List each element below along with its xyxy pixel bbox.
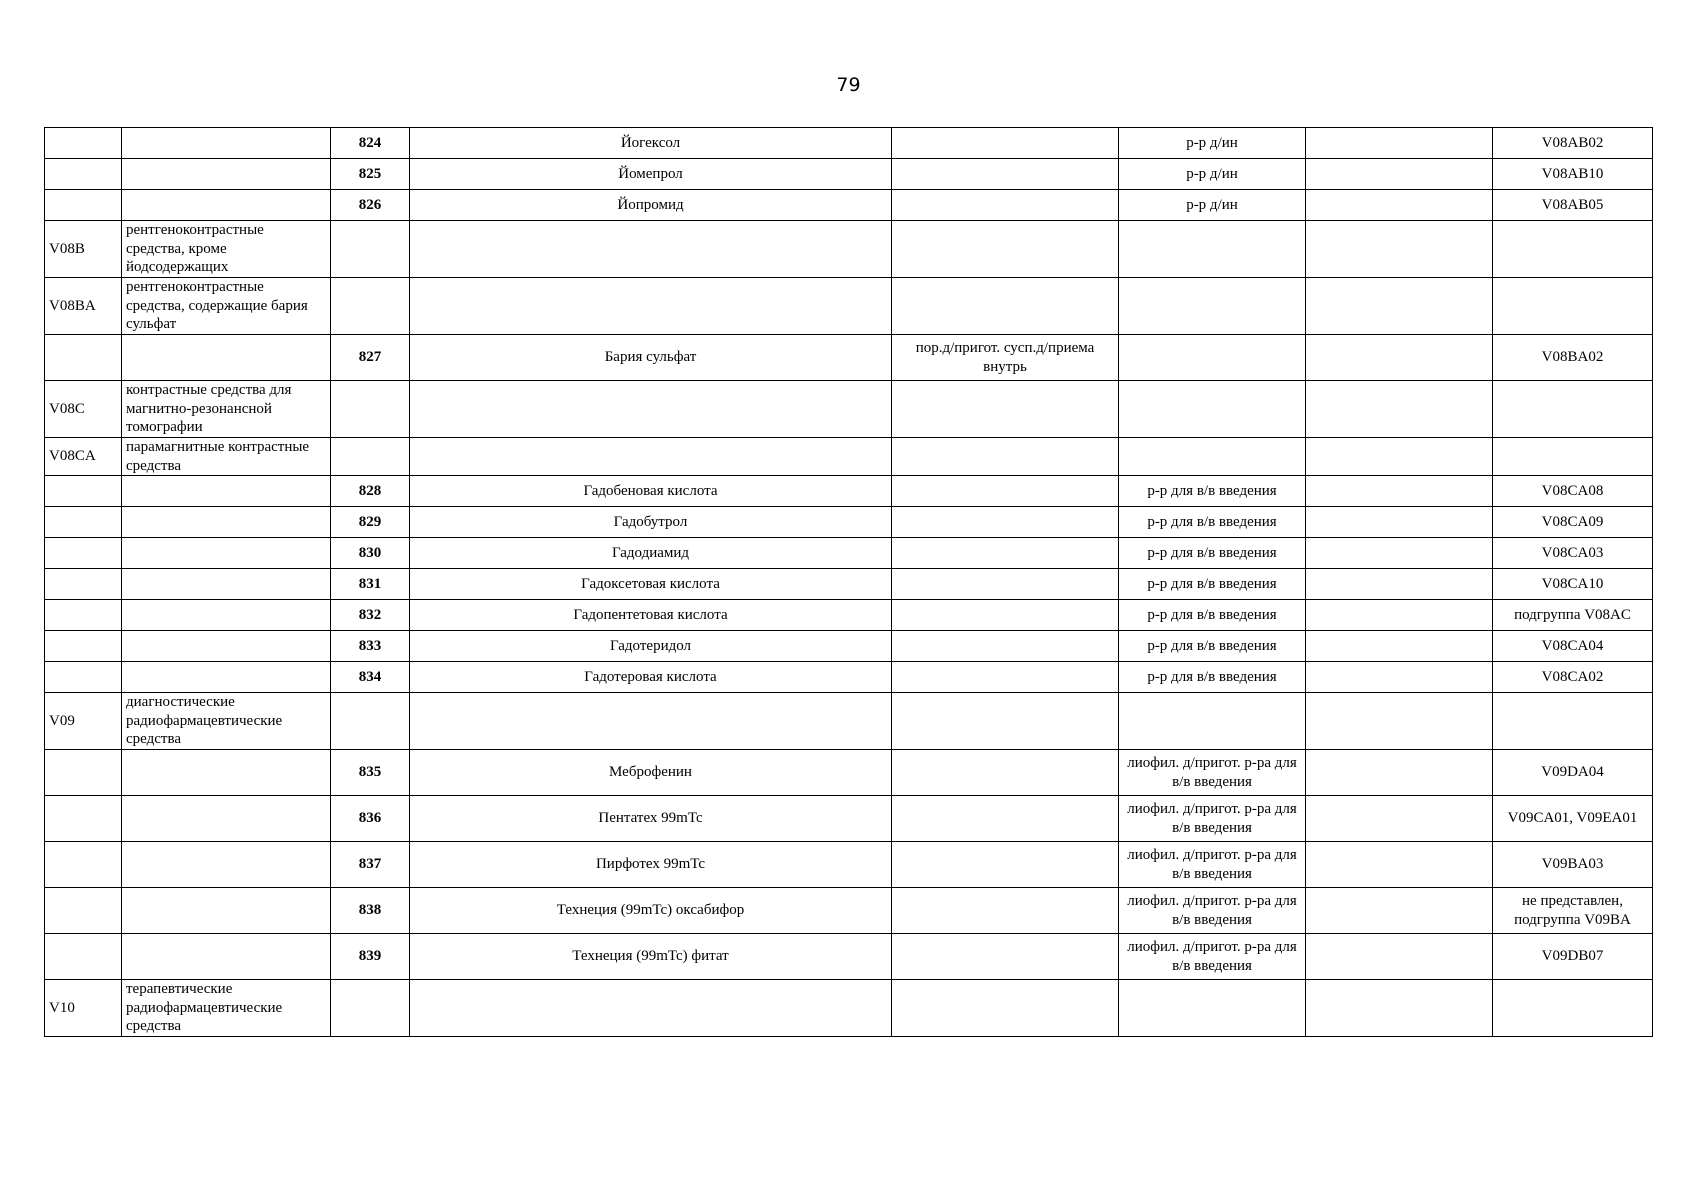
dosage-form-a (892, 796, 1119, 842)
extra-cell (1306, 796, 1493, 842)
drug-name: Йопромид (410, 190, 892, 221)
item-number: 830 (331, 538, 410, 569)
item-number (331, 693, 410, 750)
item-number: 826 (331, 190, 410, 221)
table-row (45, 476, 1653, 507)
dosage-form-b: р-р д/ин (1119, 159, 1306, 190)
atc-group-code (45, 631, 122, 662)
extra-cell (1306, 381, 1493, 438)
table-row (45, 842, 1653, 888)
dosage-form-a (892, 507, 1119, 538)
dosage-form-a (892, 631, 1119, 662)
drug-name: Технеция (99mTc) оксабифор (410, 888, 892, 934)
drug-name: Гадобеновая кислота (410, 476, 892, 507)
item-number: 833 (331, 631, 410, 662)
drug-table (44, 127, 1653, 1037)
dosage-form-a (892, 980, 1119, 1037)
atc-code: V09BA03 (1493, 842, 1653, 888)
table-row (45, 796, 1653, 842)
dosage-form-a (892, 600, 1119, 631)
drug-name (410, 693, 892, 750)
dosage-form-b: лиофил. д/пригот. р-ра для в/в введения (1119, 750, 1306, 796)
drug-name: Гадодиамид (410, 538, 892, 569)
extra-cell (1306, 128, 1493, 159)
item-number: 829 (331, 507, 410, 538)
extra-cell (1306, 631, 1493, 662)
atc-group-code (45, 750, 122, 796)
dosage-form-a (892, 476, 1119, 507)
atc-code: V09CA01, V09EA01 (1493, 796, 1653, 842)
atc-group-code (45, 538, 122, 569)
dosage-form-b (1119, 381, 1306, 438)
table-row (45, 538, 1653, 569)
table-row (45, 631, 1653, 662)
dosage-form-a (892, 438, 1119, 476)
atc-code: V08AB05 (1493, 190, 1653, 221)
group-description: рентгеноконтрастные средства, содержащие бария сульфат (122, 278, 331, 335)
group-row (45, 438, 1653, 476)
dosage-form-b: р-р д/ин (1119, 190, 1306, 221)
drug-name: Йогексол (410, 128, 892, 159)
atc-group-code: V10 (45, 980, 122, 1037)
item-number (331, 221, 410, 278)
atc-code (1493, 693, 1653, 750)
table-row (45, 934, 1653, 980)
item-number: 825 (331, 159, 410, 190)
dosage-form-b: лиофил. д/пригот. р-ра для в/в введения (1119, 934, 1306, 980)
dosage-form-a (892, 569, 1119, 600)
drug-name: Меброфенин (410, 750, 892, 796)
drug-name (410, 438, 892, 476)
dosage-form-b: р-р для в/в введения (1119, 507, 1306, 538)
group-description (122, 600, 331, 631)
atc-group-code (45, 842, 122, 888)
dosage-form-a (892, 159, 1119, 190)
dosage-form-a (892, 750, 1119, 796)
group-description (122, 569, 331, 600)
dosage-form-b (1119, 278, 1306, 335)
group-row (45, 278, 1653, 335)
group-description (122, 159, 331, 190)
extra-cell (1306, 335, 1493, 381)
extra-cell (1306, 438, 1493, 476)
atc-group-code: V09 (45, 693, 122, 750)
atc-code: V08CA02 (1493, 662, 1653, 693)
dosage-form-b: р-р для в/в введения (1119, 631, 1306, 662)
atc-group-code (45, 662, 122, 693)
item-number: 832 (331, 600, 410, 631)
item-number: 839 (331, 934, 410, 980)
drug-name: Пентатех 99mTc (410, 796, 892, 842)
table-row (45, 335, 1653, 381)
atc-group-code (45, 934, 122, 980)
atc-code: V08CA04 (1493, 631, 1653, 662)
drug-name (410, 278, 892, 335)
dosage-form-b (1119, 980, 1306, 1037)
dosage-form-a (892, 934, 1119, 980)
extra-cell (1306, 159, 1493, 190)
dosage-form-b: р-р для в/в введения (1119, 569, 1306, 600)
item-number: 824 (331, 128, 410, 159)
group-description (122, 190, 331, 221)
page-number: 79 (836, 74, 861, 96)
atc-group-code (45, 888, 122, 934)
atc-group-code (45, 796, 122, 842)
table-row (45, 888, 1653, 934)
group-description (122, 538, 331, 569)
group-description (122, 128, 331, 159)
dosage-form-a (892, 888, 1119, 934)
item-number: 827 (331, 335, 410, 381)
table-row (45, 750, 1653, 796)
atc-code (1493, 278, 1653, 335)
drug-name (410, 221, 892, 278)
atc-group-code (45, 128, 122, 159)
group-row (45, 381, 1653, 438)
extra-cell (1306, 888, 1493, 934)
dosage-form-b: р-р для в/в введения (1119, 538, 1306, 569)
dosage-form-a (892, 381, 1119, 438)
group-description (122, 842, 331, 888)
atc-code (1493, 381, 1653, 438)
item-number (331, 278, 410, 335)
table-row (45, 128, 1653, 159)
group-description (122, 335, 331, 381)
dosage-form-a (892, 662, 1119, 693)
dosage-form-b (1119, 221, 1306, 278)
extra-cell (1306, 693, 1493, 750)
item-number: 837 (331, 842, 410, 888)
extra-cell (1306, 278, 1493, 335)
group-row (45, 693, 1653, 750)
atc-group-code (45, 600, 122, 631)
atc-code: V08CA08 (1493, 476, 1653, 507)
group-description (122, 631, 331, 662)
atc-group-code: V08B (45, 221, 122, 278)
atc-code (1493, 438, 1653, 476)
dosage-form-a: пор.д/пригот. сусп.д/приема внутрь (892, 335, 1119, 381)
table-row (45, 159, 1653, 190)
extra-cell (1306, 190, 1493, 221)
dosage-form-a (892, 278, 1119, 335)
extra-cell (1306, 538, 1493, 569)
dosage-form-a (892, 693, 1119, 750)
item-number: 834 (331, 662, 410, 693)
atc-group-code: V08CA (45, 438, 122, 476)
atc-group-code (45, 190, 122, 221)
atc-code: V08CA09 (1493, 507, 1653, 538)
item-number: 836 (331, 796, 410, 842)
group-row (45, 980, 1653, 1037)
drug-name (410, 381, 892, 438)
atc-code: V09DA04 (1493, 750, 1653, 796)
extra-cell (1306, 662, 1493, 693)
extra-cell (1306, 934, 1493, 980)
table-row (45, 190, 1653, 221)
drug-name: Гадоксетовая кислота (410, 569, 892, 600)
item-number (331, 980, 410, 1037)
extra-cell (1306, 507, 1493, 538)
drug-name: Йомепрол (410, 159, 892, 190)
atc-group-code (45, 507, 122, 538)
item-number: 831 (331, 569, 410, 600)
atc-group-code (45, 159, 122, 190)
atc-code: V09DB07 (1493, 934, 1653, 980)
atc-code: V08CA10 (1493, 569, 1653, 600)
table-body (45, 128, 1653, 1037)
drug-name: Бария сульфат (410, 335, 892, 381)
atc-code: не представлен, подгруппа V09BA (1493, 888, 1653, 934)
group-description: контрастные средства для магнитно-резонансной томографии (122, 381, 331, 438)
dosage-form-b (1119, 438, 1306, 476)
item-number: 838 (331, 888, 410, 934)
group-description: терапевтические радиофармацевтические средства (122, 980, 331, 1037)
table-row (45, 507, 1653, 538)
group-description (122, 476, 331, 507)
group-description: парамагнитные контрастные средства (122, 438, 331, 476)
atc-code (1493, 980, 1653, 1037)
table-row (45, 569, 1653, 600)
extra-cell (1306, 476, 1493, 507)
drug-name (410, 980, 892, 1037)
group-description (122, 662, 331, 693)
table-row (45, 600, 1653, 631)
extra-cell (1306, 221, 1493, 278)
table-row (45, 662, 1653, 693)
dosage-form-b (1119, 693, 1306, 750)
drug-name: Гадобутрол (410, 507, 892, 538)
atc-code: подгруппа V08AC (1493, 600, 1653, 631)
dosage-form-b: лиофил. д/пригот. р-ра для в/в введения (1119, 796, 1306, 842)
dosage-form-a (892, 538, 1119, 569)
atc-code (1493, 221, 1653, 278)
atc-code: V08BA02 (1493, 335, 1653, 381)
dosage-form-b: р-р для в/в введения (1119, 662, 1306, 693)
group-description: рентгеноконтрастные средства, кроме йодсодержащих (122, 221, 331, 278)
atc-code: V08AB10 (1493, 159, 1653, 190)
atc-group-code (45, 335, 122, 381)
atc-code: V08CA03 (1493, 538, 1653, 569)
drug-name: Гадопентетовая кислота (410, 600, 892, 631)
dosage-form-b: р-р д/ин (1119, 128, 1306, 159)
dosage-form-a (892, 842, 1119, 888)
drug-name: Пирфотех 99mTc (410, 842, 892, 888)
drug-name: Технеция (99mTc) фитат (410, 934, 892, 980)
atc-code: V08AB02 (1493, 128, 1653, 159)
atc-group-code: V08C (45, 381, 122, 438)
group-description (122, 507, 331, 538)
atc-group-code (45, 476, 122, 507)
extra-cell (1306, 600, 1493, 631)
dosage-form-a (892, 128, 1119, 159)
atc-group-code: V08BA (45, 278, 122, 335)
dosage-form-b: лиофил. д/пригот. р-ра для в/в введения (1119, 842, 1306, 888)
item-number (331, 438, 410, 476)
group-row (45, 221, 1653, 278)
group-description (122, 750, 331, 796)
item-number: 828 (331, 476, 410, 507)
dosage-form-a (892, 221, 1119, 278)
item-number: 835 (331, 750, 410, 796)
group-description (122, 934, 331, 980)
dosage-form-b (1119, 335, 1306, 381)
drug-name: Гадотеридол (410, 631, 892, 662)
dosage-form-a (892, 190, 1119, 221)
drug-name: Гадотеровая кислота (410, 662, 892, 693)
extra-cell (1306, 750, 1493, 796)
group-description: диагностические радиофармацевтические средства (122, 693, 331, 750)
extra-cell (1306, 569, 1493, 600)
dosage-form-b: лиофил. д/пригот. р-ра для в/в введения (1119, 888, 1306, 934)
dosage-form-b: р-р для в/в введения (1119, 600, 1306, 631)
dosage-form-b: р-р для в/в введения (1119, 476, 1306, 507)
atc-group-code (45, 569, 122, 600)
group-description (122, 888, 331, 934)
group-description (122, 796, 331, 842)
extra-cell (1306, 842, 1493, 888)
item-number (331, 381, 410, 438)
extra-cell (1306, 980, 1493, 1037)
